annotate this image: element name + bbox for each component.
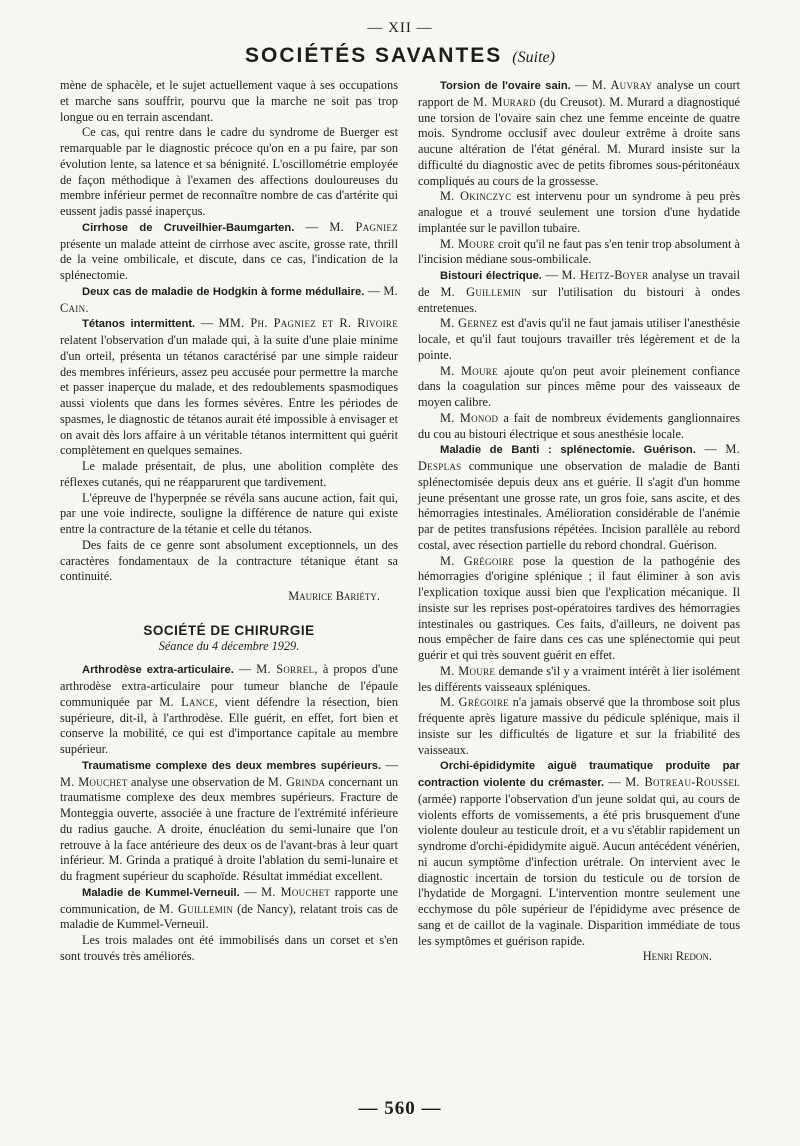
paragraph-text: (du Creusot). M. Murard a diagnostiqué une torsion de l'ovaire sain chez une femme enceinte de quatre mois. Syndrome occlusif avec douleur extrême à droite sans aucune altération de l'état général. M. Murard insiste sur la difficulté du diagnostic avec de petits fibromes sous-péritonéaux compliqués au cours de la grossesse. (418, 94, 740, 188)
paragraph-heading: Cirrhose de Cruveilhier-Baumgarten. (82, 221, 295, 234)
left-column (60, 78, 398, 965)
session-date: Séance du 4 décembre 1929. (158, 638, 300, 653)
paragraph-text: croit qu'il ne faut pas s'en tenir trop absolument à l'incision médiane sous-ombilicale. (418, 236, 741, 267)
paragraph: Le malade présentait, de plus, une abolition complète des réflexes cutanés, qui ne réapparurent que tardivement. (60, 459, 398, 489)
paragraph-text: est d'avis qu'il ne faut jamais utiliser l'anesthésie locale, et qu'il faut toujours travailler très légèrement et de la pointe. (418, 316, 740, 362)
author-name: M. Murard (472, 94, 536, 109)
paragraph: Maladie de Banti : splénectomie. Guérison. — M. Desplas communique une observation de maladie de Banti splénectomisée depuis deux ans et guérie. Il s'agit d'un homme jeune présentant une grosse rate, un gros foie, sans ascite, et des hémorragies intestinales. Amélioration considérable de l'anémie par de petites transfusions répétées. Incision parallèle au rebord costal, avec résection partielle du rebord chondral. Guérison. (418, 442, 740, 552)
paragraph-text: ajoute qu'on peut avoir pleinement confiance dans la coagulation sur pinces même pour des vaisseaux de moyen calibre. (418, 363, 740, 409)
paragraph-text: analyse un travail de (418, 268, 740, 299)
paragraph-text: a fait de nombreux évidements ganglionnaires du cou au bistouri électrique et sous anesthésie locale. (418, 410, 741, 441)
paragraph: Bistouri électrique. — M. Heitz-Boyer analyse un travail de M. Guillemin sur l'utilisation du bistouri à ondes entretenues. (418, 268, 741, 315)
paragraph-heading: Orchi-épididymite aiguë traumatique produite par contraction violente du crémaster. (418, 760, 740, 789)
paragraph-text: pose la question de la pathogénie des hémorragies d'origine splénique ; il faut éliminer à son avis l'explication toxique aussi bien que l'explication mécanique. Il insiste sur les reprises post-opératoires tardives des hémorragies intestinales ou gastriques. Ces faits, d'ailleurs, ne doivent pas nous empêcher de faire dans ces cas une splénectomie qui peut guérir et qui très souvent guérit en effet. (418, 553, 740, 662)
paragraph-text: (armée) rapporte l'observation d'un jeune soldat qui, au cours de violents efforts de vomissements, a été pris brusquement d'une violente douleur au testicule droit, et a vu s'établir rapidement un syndrome d'orchi-épididymite aiguë. Aucun antécédent vénérien, ni aucun symptôme d'infection urétrale. On intervient avec le diagnostic incertain de torsion du testicule ou de torsion de l'hydatide de Morgagni. L'intervention montre seulement une ecchymose du pôle supérieur de l'épididyme avec présence de sang et de caillot de la vaginale. Disparition immédiate de tous les symptômes et guérison rapide. (418, 791, 740, 948)
paragraph: Arthrodèse extra-articulaire. — M. Sorrel, à propos d'une arthrodèse extra-articulaire pour tumeur blanche de l'épaule communiquée par M. Lance, vient défendre la résection, bien supérieure, dit-il, à l'arthrodèse. Elle guérit, en effet, fort bien et conserve la mobilité, ce qui est d'importance capitale au membre supérieur. (60, 662, 398, 756)
paragraph: Cirrhose de Cruveilhier-Baumgarten. — M. Pagniez présente un malade atteint de cirrhose avec ascite, grosse rate, thrill de la veine ombilicale, et discute, dans ce cas, l'indication de la splénectomie. (60, 219, 398, 282)
author-name: M. Desplas (418, 442, 740, 473)
author-name: M. Okinczyc (440, 189, 512, 204)
author-name: M. Mouchet (261, 884, 331, 899)
author-name: M. Monod (440, 410, 499, 425)
author-name: M. Pagniez (329, 219, 398, 234)
paragraph-text: (de Nancy), relatant trois cas de maladie de Kummel-Verneuil. (60, 901, 398, 932)
paragraph: Des faits de ce genre sont absolument exceptionnels, un des caractères fondamentaux de la contracture tétanique étant sa continuité. (60, 537, 398, 584)
running-title-main: SOCIÉTÉS SAVANTES (245, 44, 503, 67)
author-name: M. Lance, (159, 694, 219, 709)
author-name: M. Guillemin (159, 901, 234, 916)
paragraph-text: communique une observation de maladie de Banti splénectomisée depuis deux ans et guérie. Il s'agit d'un homme jeune présentant une grosse rate, un gros foie, sans ascite, et des hémorragies intestinales. Amélioration considérable de l'anémie par de petites transfusions répétées. Incision parallèle au rebord costal, avec résection partielle du rebord chondral. Guérison. (418, 459, 740, 552)
paragraph-text: rapporte une communication, de (60, 884, 399, 916)
signature: Henri Redon. (642, 949, 712, 964)
author-name: M. Grinda (267, 774, 326, 789)
paragraph-text: présente un malade atteint de cirrhose avec ascite, grosse rate, thrill de la veine ombilicale, et discute, dans ce cas, l'indication de la splénectomie. (60, 236, 398, 282)
paragraph: Torsion de l'ovaire sain. — M. Auvray analyse un court rapport de M. Murard (du Creusot). M. Murard a diagnostiqué une torsion de l'ovaire sain chez une femme enceinte de quatre mois. Syndrome occlusif avec douleur extrême à droite sans aucune altération de l'état général. M. Murard insiste sur la difficulté du diagnostic avec de petits fibromes sous-péritonéaux compliqués au cours de la grossesse. (418, 78, 740, 188)
author-name: M. Botreau-Roussel (625, 775, 740, 789)
author-name: MM. Ph. Pagniez et R. Rivoire (218, 316, 399, 331)
author-name: M. Cain. (60, 283, 398, 315)
paragraph-heading: Arthrodèse extra-articulaire. (82, 664, 234, 677)
paragraph-heading: Bistouri électrique. (440, 270, 542, 282)
section-title: SOCIÉTÉ DE CHIRURGIE (143, 622, 315, 638)
paragraph (418, 695, 740, 758)
author-name: M. Guillemin (440, 284, 522, 299)
author-name: M. Grégoire (440, 553, 515, 568)
paragraph-heading: Torsion de l'ovaire sain. (440, 80, 571, 92)
running-title (0, 44, 800, 68)
author-name: M. Moure (440, 363, 498, 378)
paragraph-heading: Deux cas de maladie de Hodgkin à forme médullaire. (82, 285, 365, 298)
paragraph-text: relatent l'observation d'un malade qui, à la suite d'une plaie minime d'un orteil, présenta un tétanos caractérisé par une simple raideur des membres inférieurs, assez peu accusée pour permettre la marche et passer inaperçue du malade, et des redoublements spasmodiques aussi violents que dans les formes sévères. Entre les périodes de spasmes, le diagnostic de tétanos aurait été impossible à envisager et on avait dès lors affaire à un véritable tétanos intermittent qui guérit complètement en quelques semaines. (60, 333, 398, 458)
paragraph (418, 237, 740, 269)
paragraph-text: concernant un traumatisme complexe des deux membres supérieurs. Fracture de Monteggia ouverte, associée à une fracture de l'extrémité inférieure du radius gauche. A droite, énucléation du semi-lunaire que l'on retrouve à la face antérieure des deux os de l'avant-bras à leur quart inférieur. M. Grinda a pratiqué à droite l'ablation du semi-lunaire et du fragment supérieur du scaphoïde. Résultat immédiat excellent. (60, 774, 399, 883)
paragraph: Ce cas, qui rentre dans le cadre du syndrome de Buerger est remarquable par le diagnostic précoce qu'on en a pu faire, par son évolution lente, sa latence et sa bénignité. L'oscillométrie employée de façon méthodique à l'examen des affections douloureuses du membre inférieur permet de reconnaître nombre de cas d'artérite qui eussent jadis passé inaperçus. (60, 125, 398, 218)
paragraph-text: analyse une observation de (131, 774, 265, 789)
right-column (418, 78, 740, 965)
paragraph: Les trois malades ont été immobilisés dans un corset et s'en sont trouvés très améliorés. (60, 933, 398, 963)
paragraph (418, 664, 740, 696)
roman-page-number: — XII — (367, 20, 433, 36)
paragraph-heading: Maladie de Banti : splénectomie. Guérison. (440, 444, 696, 457)
paragraph: L'épreuve de l'hyperpnée se révéla sans aucune action, fait qui, par une voie indirecte, souligne la différence de nature qui existe entre la contracture de la tétanie et celle du tétanos. (60, 490, 398, 536)
author-name: M. Grégoire (440, 695, 509, 710)
signature: Maurice Bariéty. (288, 589, 380, 603)
author-name: M. Moure (440, 663, 496, 678)
paragraph-text: vient défendre la résection, bien supérieure, dit-il, à l'arthrodèse. Elle guérit, en effet, fort bien et conserve la mobilité, ce qui est d'importance capitale au membre supérieur. (60, 694, 398, 756)
author-name: M. Gernez (440, 316, 498, 331)
author-name: M. Mouchet (60, 774, 128, 789)
paragraph-text: à propos d'une arthrodèse extra-articulaire pour tumeur blanche de l'épaule communiquée par (60, 662, 398, 709)
author-name: M. Sorrel, (256, 662, 318, 677)
paragraph: Deux cas de maladie de Hodgkin à forme médullaire. — M. Cain. (60, 283, 398, 315)
paragraph: Orchi-épididymite aiguë traumatique produite par contraction violente du crémaster. — M. Botreau-Roussel (armée) rapporte l'observation d'un jeune soldat qui, au cours de violents efforts de vomissements, a été pris brusquement d'une violente douleur au testicule droit, et a vu s'établir rapidement un syndrome d'orchi-épididymite aiguë. Aucun antécédent vénérien, ni aucun symptôme d'infection urétrale. On intervient avec le diagnostic incertain de torsion du testicule ou de torsion de l'hydatide de Morgagni. L'intervention montre seulement une ecchymose du pôle supérieur de l'épididyme avec présence de sang et de caillot de la vaginale. Disparition immédiate de tous les symptômes et guérison rapide. (418, 760, 740, 948)
author-name: M. Auvray (591, 78, 653, 92)
paragraph (418, 554, 740, 664)
paragraph: Tétanos intermittent. — MM. Ph. Pagniez et R. Rivoire relatent l'observation d'un malade qui, à la suite d'une plaie minime d'un orteil, présenta un tétanos caractérisé par une simple raideur des membres inférieurs, assez peu accusée pour permettre la marche et passer inaperçue du malade, et des redoublements spasmodiques aussi violents que dans les formes sévères. Entre les périodes de spasmes, le diagnostic de tétanos aurait été impossible à envisager et on avait dès lors affaire à un véritable tétanos intermittent qui guérit complètement en quelques semaines. (60, 316, 399, 458)
paragraph-heading: Maladie de Kummel-Verneuil. (82, 886, 240, 899)
paragraph-heading: Traumatisme complexe des deux membres supérieurs. (82, 759, 382, 772)
paragraph-text: est intervenu pour un syndrome à peu près analogue et a trouvé seulement une torsion d'une hydatide implantée sur le pavillon tubaire. (418, 189, 740, 235)
paragraph-heading: Tétanos intermittent. (82, 318, 196, 331)
paragraph-text: demande s'il y a vraiment intérêt à lier isolément les différents vaisseaux spléniques. (418, 663, 740, 694)
paragraph: Maladie de Kummel-Verneuil. — M. Mouchet rapporte une communication, de M. Guillemin (de Nancy), relatant trois cas de maladie de Kummel-Verneuil. (60, 884, 399, 932)
paragraph-text: n'a jamais observé que la thrombose soit plus fréquente après ligature massive du pédicule splénique, mais il insiste sur les difficultés de ligature et sur la friabilité des vaisseaux. (418, 695, 740, 757)
paragraph (418, 316, 740, 363)
paragraph (418, 364, 740, 411)
paragraph: mène de sphacèle, et le sujet actuellement vaque à ses occupations et marche sans souffrir, pourvu que la marche ne soit pas trop longue ou en terrain ascendant. (60, 78, 398, 124)
author-name: M. Moure (440, 236, 495, 251)
page-number: — 560 — (358, 1098, 442, 1119)
paragraph (418, 411, 740, 443)
paragraph: Traumatisme complexe des deux membres supérieurs. — M. Mouchet analyse une observation de M. Grinda concernant un traumatisme complexe des deux membres supérieurs. Fracture de Monteggia ouverte, associée à une fracture de l'extrémité inférieure du radius gauche. A droite, énucléation du semi-lunaire que l'on retrouve à la face antérieure des deux os de l'avant-bras à leur quart inférieur. M. Grinda a pratiqué à droite l'ablation du semi-lunaire et du fragment supérieur du scaphoïde. Résultat immédiat excellent. (60, 757, 399, 883)
author-name: M. Heitz-Boyer (561, 268, 649, 282)
running-title-suite: (Suite) (512, 49, 555, 66)
paragraph (418, 189, 740, 236)
paragraph-text: analyse un court rapport de (418, 78, 740, 109)
paragraph-text: sur l'utilisation du bistouri à ondes entretenues. (418, 284, 741, 315)
